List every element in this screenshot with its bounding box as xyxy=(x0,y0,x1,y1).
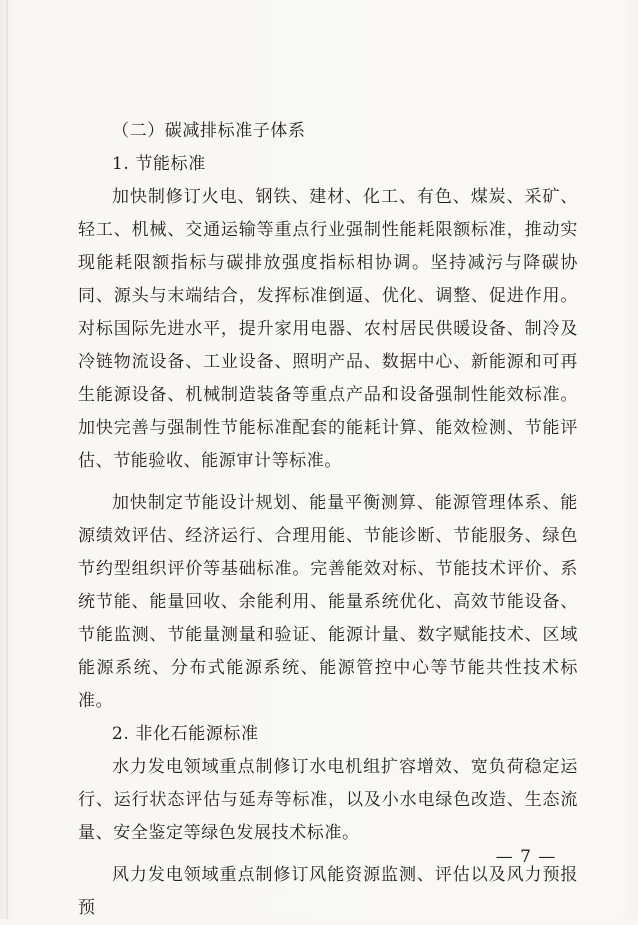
paragraph-energy-saving-2: 加快制定节能设计规划、能量平衡测算、能源管理体系、能源绩效评估、经济运行、合理用能、节能诊断、节能服务、绿色节约型组织评价等基础标准。完善能效对标、节能技术评价、系统节能、能量回收、余能利用、能量系统优化、高效节能设备、节能监测、节能量测量和验证、能源计量、数字赋能技术、区域能源系统、分布式能源系统、能源管控中心等节能共性技术标准。 xyxy=(78,493,578,711)
paragraph-energy-saving-1: 加快制修订火电、钢铁、建材、化工、有色、煤炭、采矿、轻工、机械、交通运输等重点行业强制性能耗限额标准，推动实现能耗限额指标与碳排放强度指标相协调。坚持减污与降碳协同、源头与末端结合，发挥标准倒逼、优化、调整、促进作用。对标国际先进水平，提升家用电器、农村居民供暖设备、制冷及冷链物流设备、工业设备、照明产品、数据中心、新能源和可再生能源设备、机械制造装备等重点产品和设备强制性能效标准。加快完善与强制性节能标准配套的能耗计算、能效检测、节能评估、节能验收、能源审计等标准。 xyxy=(78,187,578,471)
paragraph-wind-power: 风力发电领域重点制修订风能资源监测、评估以及风力预报预 xyxy=(78,865,578,918)
subsection-heading-energy-saving: 1. 节能标准 xyxy=(112,154,206,174)
subsection-heading-non-fossil-energy: 2. 非化石能源标准 xyxy=(112,724,259,744)
section-heading: （二）碳减排标准子体系 xyxy=(112,121,306,141)
page-number: — 7 — xyxy=(495,847,557,867)
paragraph-hydropower: 水力发电领域重点制修订水电机组扩容增效、宽负荷稳定运行、运行状态评估与延寿等标准，以及小水电绿色改造、生态流量、安全鉴定等绿色发展技术标准。 xyxy=(78,757,578,843)
document-body xyxy=(78,115,578,925)
scan-edge-shadow xyxy=(6,0,8,919)
